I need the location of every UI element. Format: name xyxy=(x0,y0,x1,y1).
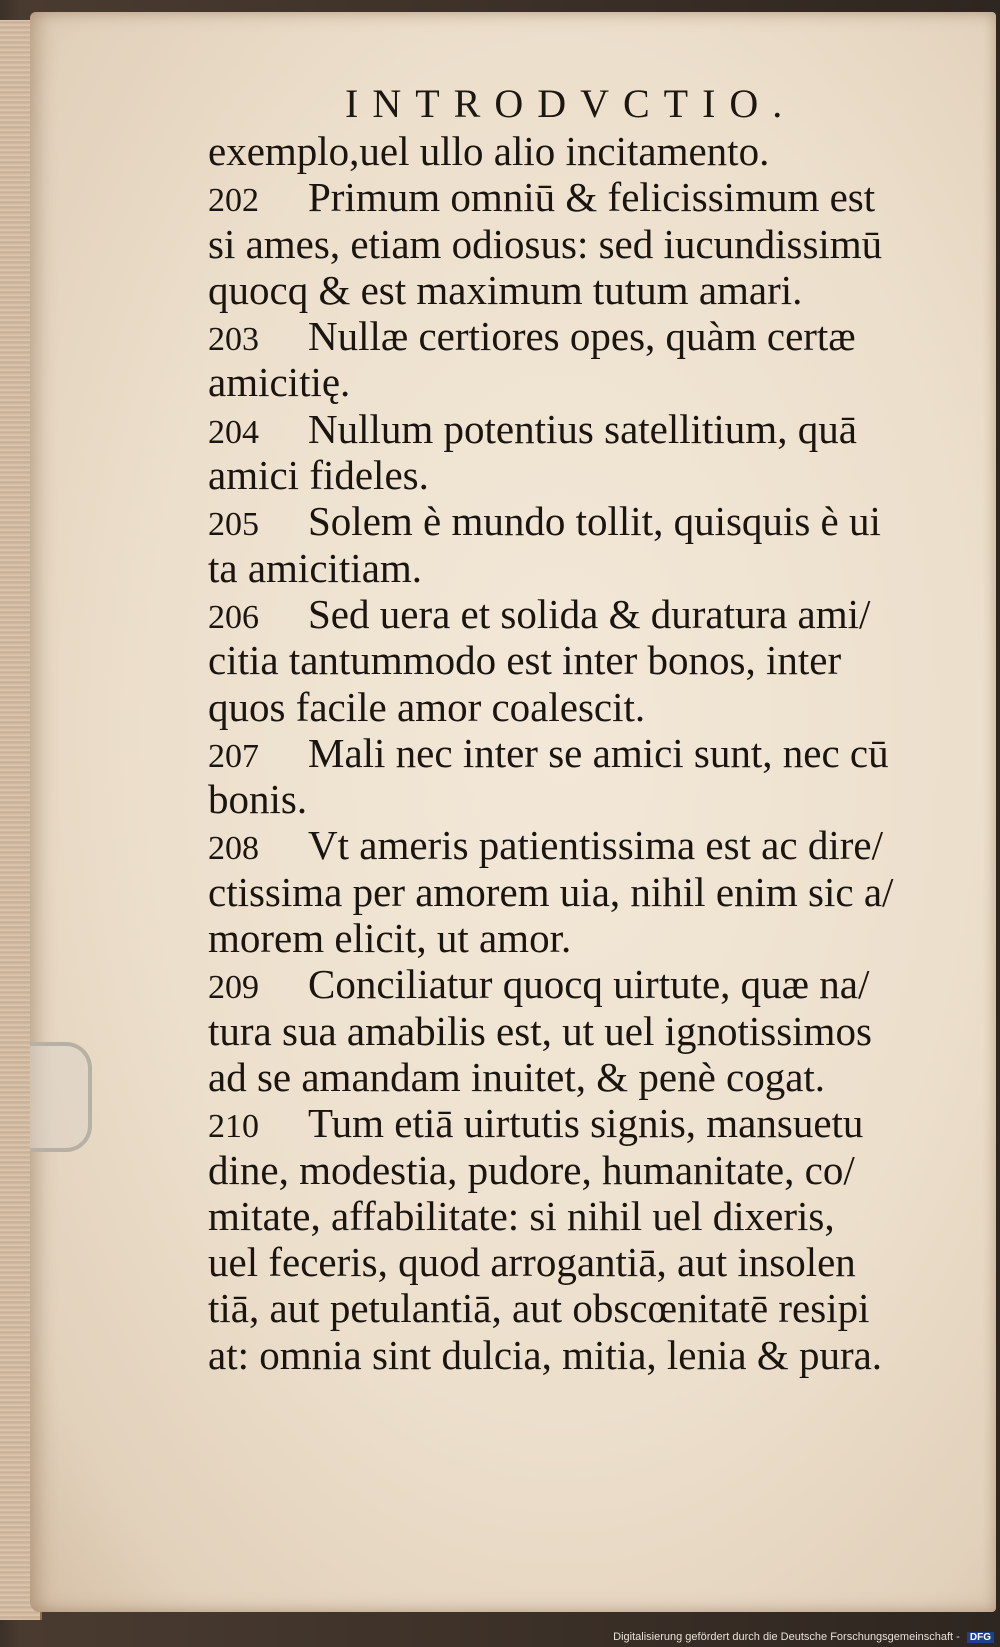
aphorism-number: 205 xyxy=(208,506,259,544)
text-line xyxy=(208,267,953,313)
line-text: Nullum potentius satellitium, quā xyxy=(308,405,857,452)
line-text: Conciliatur quocq uirtute, quæ na/ xyxy=(308,961,870,1008)
line-text: quocq & est maximum tutum amari. xyxy=(208,266,803,313)
line-text: Tum etiā uirtutis signis, mansuetu xyxy=(308,1100,864,1147)
line-text: amici fideles. xyxy=(208,452,429,499)
line-text: amicitię. xyxy=(208,359,351,406)
text-line xyxy=(208,498,953,544)
text-line xyxy=(208,1054,953,1100)
credit-text: Digitalisierung gefördert durch die Deutsche Forschungsgemeinschaft - xyxy=(613,1631,960,1643)
line-text: ad se amandam inuitet, & penè cogat. xyxy=(208,1053,826,1100)
line-text: ta amicitiam. xyxy=(208,544,423,591)
line-text: tura sua amabilis est, ut uel ignotissimos xyxy=(208,1007,872,1054)
text-line xyxy=(208,128,953,174)
text-line xyxy=(208,822,953,868)
text-line xyxy=(208,869,953,915)
text-line xyxy=(208,313,953,359)
text-line xyxy=(208,1100,953,1146)
line-text: Vt ameris patientissima est ac dire/ xyxy=(308,822,883,869)
text-line xyxy=(208,961,953,1007)
digitization-credit xyxy=(613,1631,994,1643)
aphorism-number: 209 xyxy=(208,969,259,1007)
text-line xyxy=(208,637,953,683)
text-line xyxy=(208,591,953,637)
text-line xyxy=(208,730,953,776)
text-line xyxy=(208,1332,953,1378)
text-line xyxy=(208,684,953,730)
line-text: Nullæ certiores opes, quàm certæ xyxy=(308,313,856,360)
text-line xyxy=(208,1239,953,1285)
page-clip xyxy=(30,1042,92,1152)
line-text: citia tantummodo est inter bonos, inter xyxy=(208,637,842,684)
text-line xyxy=(208,221,953,267)
aphorism-number: 202 xyxy=(208,182,259,220)
line-text: mitate, affabilitate: si nihil uel dixeris, xyxy=(208,1192,835,1239)
line-text: ctissima per amorem uia, nihil enim sic a/ xyxy=(208,868,894,915)
line-text: Sed uera et solida & duratura ami/ xyxy=(308,590,871,637)
line-text: uel feceris, quod arrogantiā, aut insolen xyxy=(208,1239,856,1286)
line-text: Primum omniū & felicissimum est xyxy=(308,174,876,221)
text-line xyxy=(208,776,953,822)
text-line xyxy=(208,174,953,220)
aphorism-number: 208 xyxy=(208,830,259,868)
text-line xyxy=(208,1147,953,1193)
aphorism-number: 204 xyxy=(208,413,259,451)
aphorism-number: 206 xyxy=(208,598,259,636)
aphorism-number: 210 xyxy=(208,1108,259,1146)
text-line xyxy=(208,406,953,452)
line-text: bonis. xyxy=(208,776,308,823)
line-text: Solem è mundo tollit, quisquis è ui xyxy=(308,498,881,545)
line-text: exemplo,uel ullo alio incitamento. xyxy=(208,128,770,174)
text-line xyxy=(208,915,953,961)
line-text: dine, modestia, pudore, humanitate, co/ xyxy=(208,1146,855,1193)
line-text: si ames, etiam odiosus: sed iucundissimū xyxy=(208,220,883,267)
running-head: INTRODVCTIO. xyxy=(345,81,797,126)
line-text: Mali nec inter se amici sunt, nec cū xyxy=(308,729,889,776)
text-line xyxy=(208,1008,953,1054)
aphorism-number: 203 xyxy=(208,321,259,359)
line-text: quos facile amor coalescit. xyxy=(208,683,646,730)
text-line xyxy=(208,452,953,498)
text-line xyxy=(208,1285,953,1331)
text-line xyxy=(208,359,953,405)
text-line xyxy=(208,1193,953,1239)
text-block xyxy=(208,128,953,1378)
line-text: morem elicit, ut amor. xyxy=(208,915,572,962)
text-line xyxy=(208,545,953,591)
aphorism-number: 207 xyxy=(208,737,259,775)
line-text: at: omnia sint dulcia, mitia, lenia & pura. xyxy=(208,1331,883,1378)
dfg-logo: DFG xyxy=(967,1632,994,1643)
line-text: tiā, aut petulantiā, aut obscœnitatē resipi xyxy=(208,1285,870,1332)
